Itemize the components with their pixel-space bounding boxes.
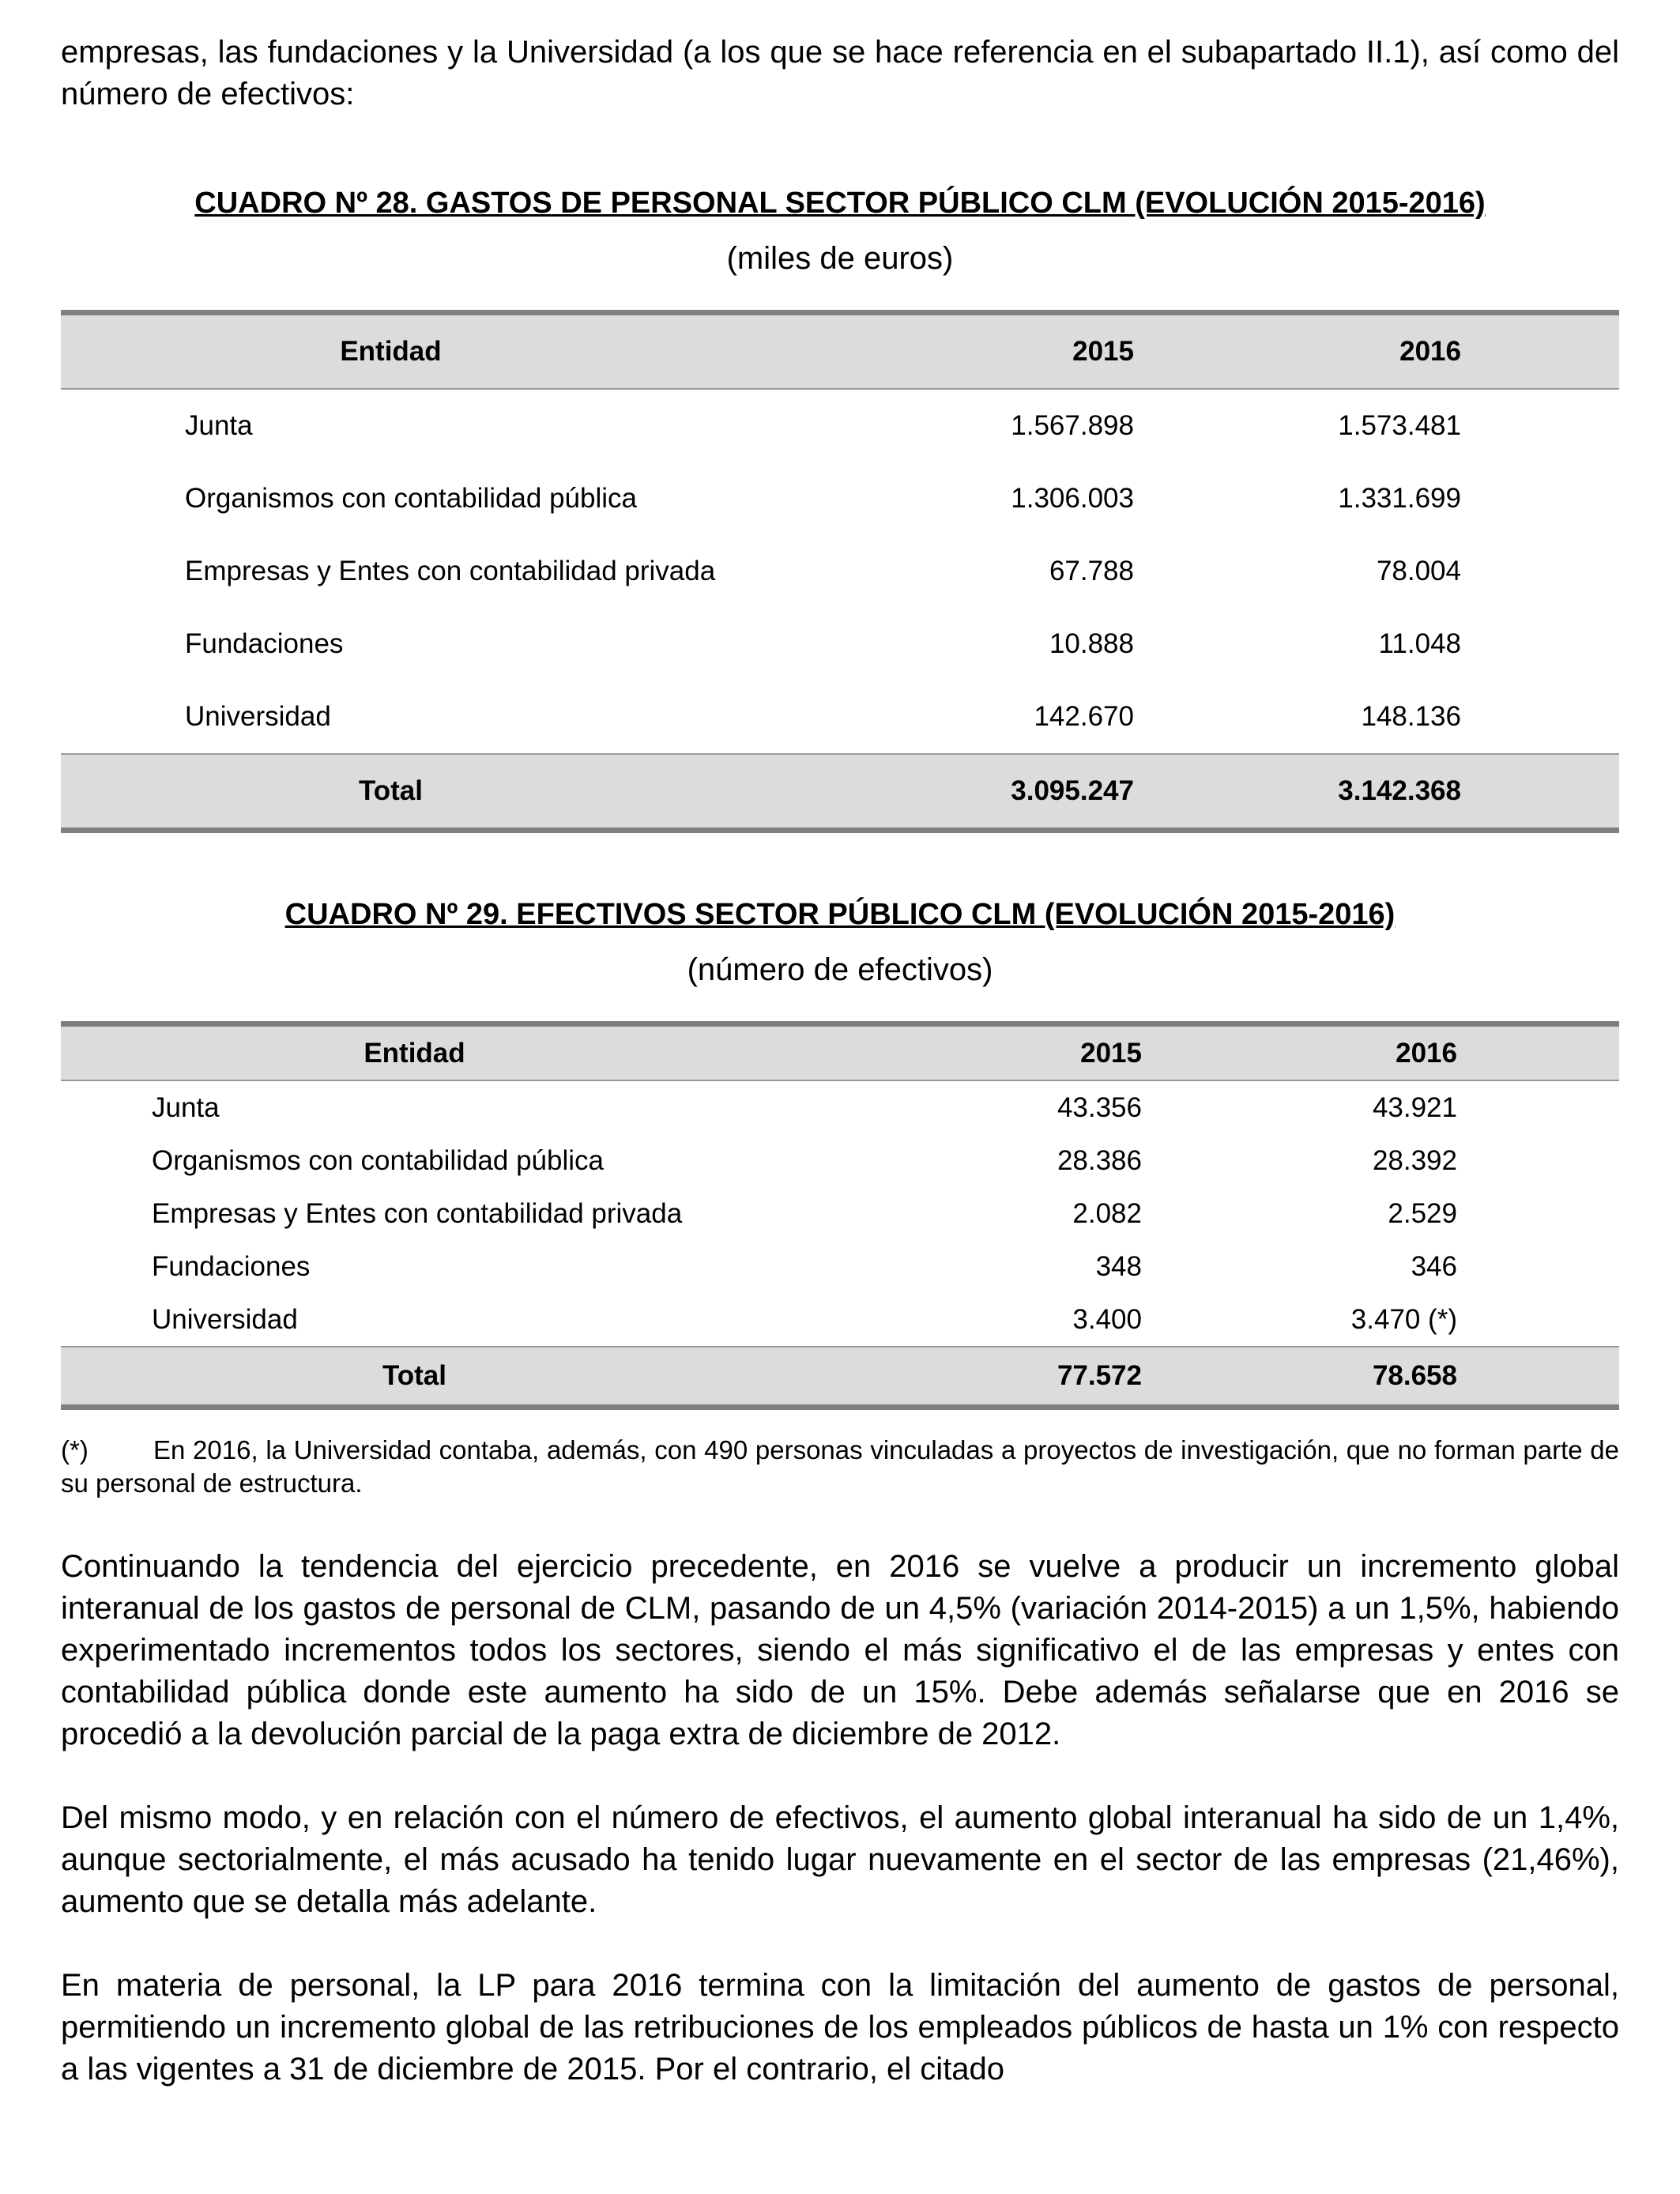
table-row <box>61 608 1619 680</box>
table-row <box>61 680 1619 754</box>
footnote-mark: (*) <box>61 1435 89 1465</box>
value-2016: 148.136 <box>1361 701 1461 732</box>
row-label: Organismos con contabilidad pública <box>185 483 637 514</box>
row-label: Universidad <box>152 1303 298 1335</box>
row-label: Fundaciones <box>185 628 344 659</box>
table29-units: (número de efectivos) <box>687 952 993 987</box>
row-label: Organismos con contabilidad pública <box>152 1144 604 1176</box>
value-2015: 28.386 <box>1057 1144 1142 1176</box>
table-row <box>61 462 1619 535</box>
total-2016: 78.658 <box>1142 1347 1619 1408</box>
table-total-row <box>61 754 1619 831</box>
column-header-2015: 2015 <box>839 1024 1142 1081</box>
value-2015: 1.306.003 <box>1011 483 1134 514</box>
table28-caption: CUADRO Nº 28. GASTOS DE PERSONAL SECTOR PÚBLICO CLM (EVOLUCIÓN 2015-2016) <box>194 187 1486 220</box>
table-header-row <box>61 1024 1619 1081</box>
table-header-row <box>61 313 1619 390</box>
column-header-entidad: Entidad <box>61 313 863 390</box>
column-header-2016: 2016 <box>1142 1024 1619 1081</box>
value-2016: 346 <box>1411 1250 1457 1282</box>
table29-footnote <box>61 1434 1619 1500</box>
value-2016: 78.004 <box>1376 556 1461 586</box>
table-row <box>61 535 1619 608</box>
value-2016: 11.048 <box>1378 628 1461 659</box>
column-header-2015: 2015 <box>863 313 1134 390</box>
table-row <box>61 389 1619 462</box>
row-label: Universidad <box>185 701 331 732</box>
value-2015: 3.400 <box>1072 1303 1142 1335</box>
body-paragraph-3: En materia de personal, la LP para 2016 termina con la limitación del aumento de gastos de personal, permitiendo un incremento global de las retribuciones de los empleados públicos de hasta un 1% con respecto a las vigentes a 31 de diciembre de 2015. Por el contrario, el citado <box>61 1968 1619 2087</box>
table-row <box>61 1240 1619 1293</box>
value-2016: 3.470 (*) <box>1350 1303 1457 1335</box>
row-label: Junta <box>185 410 253 441</box>
total-label: Total <box>61 754 863 831</box>
value-2015: 67.788 <box>1049 556 1134 586</box>
table-row <box>61 1134 1619 1187</box>
value-2015: 348 <box>1095 1250 1142 1282</box>
value-2015: 142.670 <box>1034 701 1134 732</box>
table29-caption: CUADRO Nº 29. EFECTIVOS SECTOR PÚBLICO CLM (EVOLUCIÓN 2015-2016) <box>284 898 1396 931</box>
body-paragraph-1: Continuando la tendencia del ejercicio precedente, en 2016 se vuelve a producir un incremento global interanual de los gastos de personal de CLM, pasando de un 4,5% (variación 2014-2015) a un 1,5%, habiendo experimentado incrementos todos los sectores, siendo el más significativo el de las empresas y entes con contabilidad pública donde este aumento ha sido de un 15%. Debe además señalarse que en 2016 se procedió a la devolución parcial de la paga extra de diciembre de 2012. <box>61 1549 1619 1751</box>
column-header-2016: 2016 <box>1134 313 1619 390</box>
total-2016: 3.142.368 <box>1134 754 1619 831</box>
value-2016: 1.331.699 <box>1338 483 1461 514</box>
table-row <box>61 1080 1619 1134</box>
staff-count-table <box>61 1021 1619 1410</box>
total-2015: 77.572 <box>839 1347 1142 1408</box>
row-label: Empresas y Entes con contabilidad privada <box>152 1197 683 1229</box>
body-paragraph-2: Del mismo modo, y en relación con el número de efectivos, el aumento global interanual ha sido de un 1,4%, aunque sectorialmente, el más acusado ha tenido lugar nuevamente en el sector de las empresas (21,46%), aumento que se detalla más adelante. <box>61 1800 1619 1919</box>
value-2016: 1.573.481 <box>1338 410 1461 441</box>
intro-paragraph: empresas, las fundaciones y la Universidad (a los que se hace referencia en el subapartado II.1), así como del número de efectivos: <box>61 35 1619 111</box>
value-2015: 2.082 <box>1072 1197 1142 1229</box>
value-2016: 28.392 <box>1372 1144 1457 1176</box>
value-2015: 43.356 <box>1057 1091 1142 1123</box>
row-label: Junta <box>152 1091 220 1123</box>
document-page <box>61 32 1619 2090</box>
column-header-entidad: Entidad <box>61 1024 839 1081</box>
row-label: Fundaciones <box>152 1250 311 1282</box>
value-2015: 1.567.898 <box>1011 410 1134 441</box>
row-label: Empresas y Entes con contabilidad privada <box>185 556 716 586</box>
table-row <box>61 1293 1619 1347</box>
value-2015: 10.888 <box>1049 628 1134 659</box>
value-2016: 43.921 <box>1372 1091 1457 1123</box>
total-label: Total <box>61 1347 839 1408</box>
value-2016: 2.529 <box>1388 1197 1457 1229</box>
total-2015: 3.095.247 <box>863 754 1134 831</box>
table-total-row <box>61 1347 1619 1408</box>
table28-units: (miles de euros) <box>726 241 954 276</box>
footnote-text: En 2016, la Universidad contaba, además, con 490 personas vinculadas a proyectos de investigación, que no forman parte de su personal de estructura. <box>61 1435 1619 1498</box>
table-row <box>61 1187 1619 1240</box>
personnel-expenses-table <box>61 310 1619 833</box>
